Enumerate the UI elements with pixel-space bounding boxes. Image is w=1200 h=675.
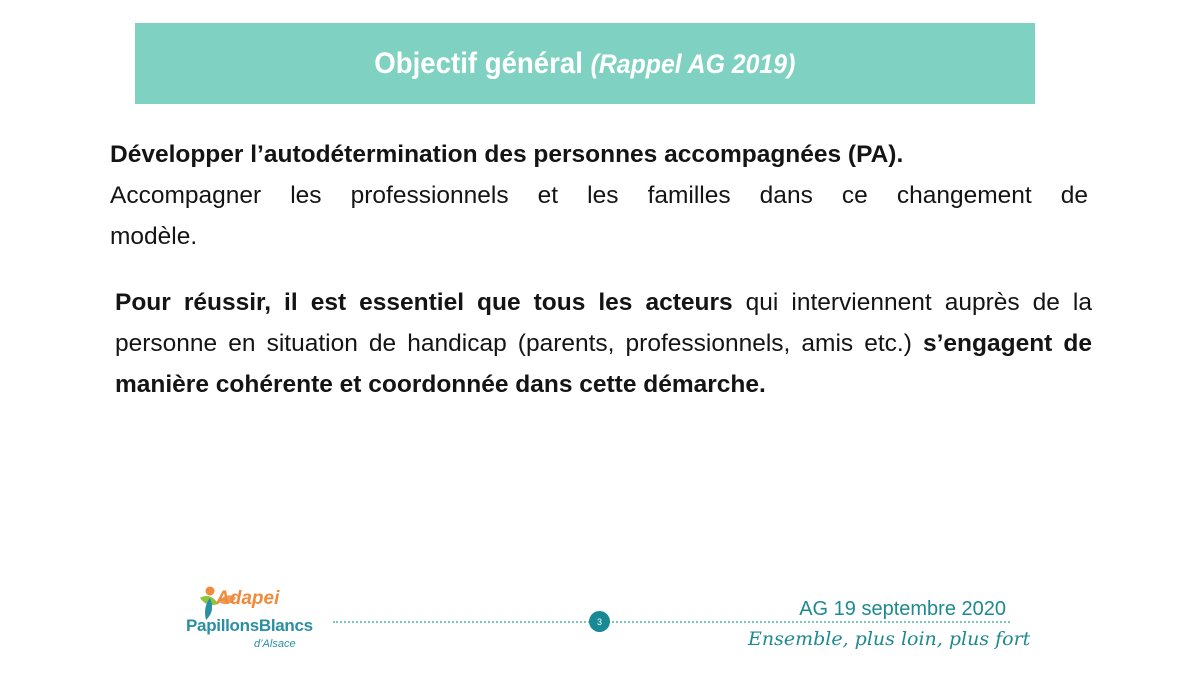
objective-bold-line: Développer l’autodétermination des personnes accompagnées (PA).: [110, 141, 904, 168]
objective-line-3: modèle.: [110, 223, 198, 250]
slide-title: [374, 47, 795, 81]
footer-date: AG 19 septembre 2020: [799, 598, 1006, 620]
success-bold-start: Pour réussir, il est essentiel que tous les acteurs: [115, 289, 733, 316]
page-number: 3: [589, 611, 610, 632]
title-sub: (Rappel AG 2019): [590, 48, 796, 79]
footer-divider: [333, 621, 1010, 623]
logo-papillons-text: PapillonsBlancs: [186, 616, 313, 635]
footer-slogan: Ensemble, plus loin, plus fort: [748, 628, 1031, 650]
title-main: Objectif général: [374, 46, 584, 80]
success-bold-end: s’engagent de manière cohérente et coordonnée dans cette démarche.: [115, 330, 1092, 398]
logo-alsace-text: d’Alsace: [254, 638, 296, 650]
logo-adapei-text: Adapei: [216, 588, 280, 609]
objective-paragraph: [110, 134, 1088, 257]
adapei-logo: [180, 582, 330, 662]
title-band: [135, 23, 1035, 104]
objective-line-2: Accompagner les professionnels et les familles dans ce changement de: [110, 182, 1088, 209]
success-paragraph: [115, 282, 1092, 405]
success-text: qui interviennent auprès de la personne en situation de handicap (parents, professionnels, amis etc.): [115, 289, 1092, 357]
